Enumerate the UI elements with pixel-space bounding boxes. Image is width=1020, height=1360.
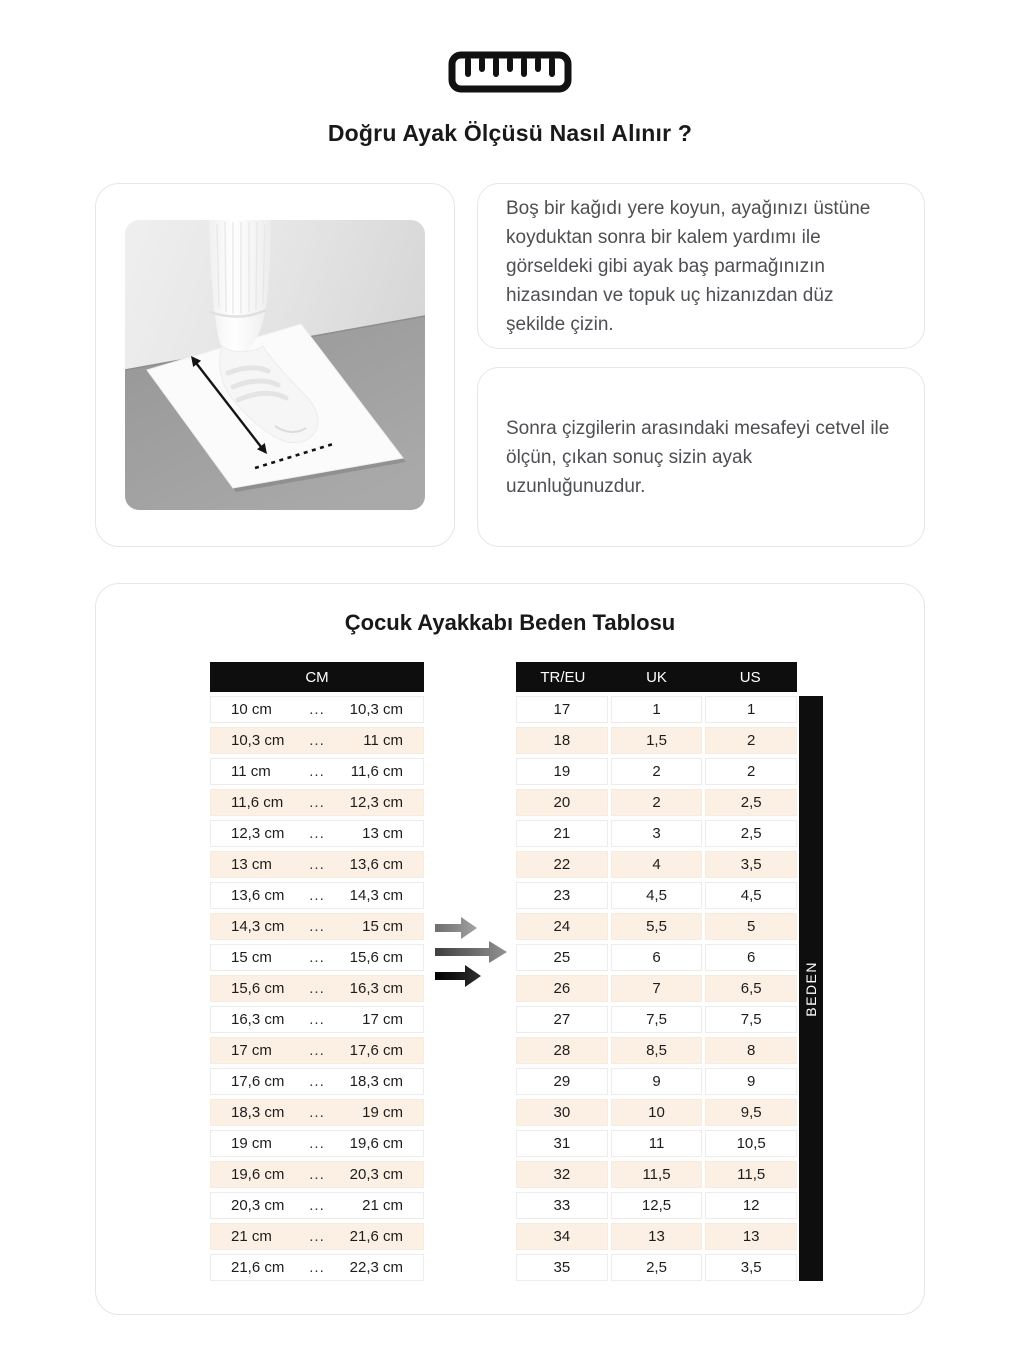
instruction-photo-card <box>95 183 455 547</box>
size-table-body <box>516 696 797 1281</box>
cm-range-start: 19,6 cm <box>231 1166 285 1183</box>
cm-range-end: 19 cm <box>362 1104 403 1121</box>
transfer-arrows-icon <box>433 916 507 988</box>
size-uk: 2 <box>611 789 703 816</box>
size-us: 2,5 <box>705 789 797 816</box>
size-table-row <box>516 1254 797 1281</box>
range-dots-label: ... <box>309 1042 325 1059</box>
range-dots-label: ... <box>309 887 325 904</box>
size-table-card <box>95 583 925 1315</box>
cm-range-start: 14,3 cm <box>231 918 285 935</box>
size-uk: 9 <box>611 1068 703 1095</box>
cm-range-start: 17 cm <box>231 1042 272 1059</box>
range-dots-label: ... <box>309 763 325 780</box>
cm-table-row <box>210 1068 424 1095</box>
size-uk: 10 <box>611 1099 703 1126</box>
size-uk: 4,5 <box>611 882 703 909</box>
size-us: 8 <box>705 1037 797 1064</box>
size-us: 6 <box>705 944 797 971</box>
cm-table-row <box>210 696 424 723</box>
size-tr-eu: 18 <box>516 727 608 754</box>
range-dots-label: ... <box>309 701 325 718</box>
cm-range-start: 15 cm <box>231 949 272 966</box>
cm-range-start: 20,3 cm <box>231 1197 285 1214</box>
instruction-text-draw: Boş bir kağıdı yere koyun, ayağınızı üstüne koyduktan sonra bir kalem yardımı ile görseldeki gibi ayak baş parmağınızın hizasından ve topuk uç hizanızdan düz şekilde çizin. <box>506 197 871 335</box>
measure-instructions-section <box>95 183 925 547</box>
size-us: 4,5 <box>705 882 797 909</box>
cm-table-body <box>210 696 424 1281</box>
size-uk: 7,5 <box>611 1006 703 1033</box>
size-table-row <box>516 1161 797 1188</box>
range-dots-label: ... <box>309 1104 325 1121</box>
size-tr-eu: 28 <box>516 1037 608 1064</box>
size-table-row <box>516 1223 797 1250</box>
size-tr-eu: 20 <box>516 789 608 816</box>
range-dots-label: ... <box>309 856 325 873</box>
instruction-card-draw <box>477 183 925 349</box>
cm-range-start: 13,6 cm <box>231 887 285 904</box>
cm-table-row <box>210 1192 424 1219</box>
cm-range-end: 15 cm <box>362 918 403 935</box>
size-us: 12 <box>705 1192 797 1219</box>
cm-table-row <box>210 882 424 909</box>
size-uk: 6 <box>611 944 703 971</box>
cm-table-row <box>210 944 424 971</box>
international-size-table <box>516 662 797 1285</box>
cm-range-end: 11 cm <box>363 732 403 749</box>
size-uk: 11,5 <box>611 1161 703 1188</box>
cm-range-end: 13,6 cm <box>349 856 403 873</box>
size-us: 3,5 <box>705 1254 797 1281</box>
cm-range-start: 19 cm <box>231 1135 272 1152</box>
size-uk: 1 <box>611 696 703 723</box>
cm-range-end: 12,3 cm <box>349 794 403 811</box>
size-table-row <box>516 1037 797 1064</box>
ruler-icon <box>447 50 573 94</box>
cm-range-start: 10,3 cm <box>231 732 285 749</box>
range-dots-label: ... <box>309 1197 325 1214</box>
size-table-row <box>516 913 797 940</box>
size-tr-eu: 29 <box>516 1068 608 1095</box>
cm-table-row <box>210 975 424 1002</box>
size-us: 2,5 <box>705 820 797 847</box>
cm-range-start: 12,3 cm <box>231 825 285 842</box>
cm-table-row <box>210 913 424 940</box>
size-us: 10,5 <box>705 1130 797 1157</box>
range-dots-label: ... <box>309 1073 325 1090</box>
size-us: 5 <box>705 913 797 940</box>
range-dots-label: ... <box>309 1166 325 1183</box>
cm-range-start: 21 cm <box>231 1228 272 1245</box>
size-tr-eu: 23 <box>516 882 608 909</box>
size-table-row <box>516 882 797 909</box>
header-uk: UK <box>646 668 667 686</box>
range-dots-label: ... <box>309 980 325 997</box>
cm-table-row <box>210 851 424 878</box>
page-title: Doğru Ayak Ölçüsü Nasıl Alınır ? <box>327 120 693 146</box>
cm-table-row <box>210 820 424 847</box>
size-uk: 8,5 <box>611 1037 703 1064</box>
size-tr-eu: 34 <box>516 1223 608 1250</box>
size-table-row <box>516 944 797 971</box>
size-tr-eu: 19 <box>516 758 608 785</box>
cm-range-end: 20,3 cm <box>349 1166 403 1183</box>
size-uk: 1,5 <box>611 727 703 754</box>
size-table-row <box>516 1099 797 1126</box>
cm-table-row <box>210 1161 424 1188</box>
size-table-row <box>516 975 797 1002</box>
size-tr-eu: 22 <box>516 851 608 878</box>
range-dots-label: ... <box>309 825 325 842</box>
cm-table-row <box>210 727 424 754</box>
cm-range-end: 17,6 cm <box>349 1042 403 1059</box>
size-tr-eu: 30 <box>516 1099 608 1126</box>
page-header <box>0 0 1020 147</box>
cm-range-start: 21,6 cm <box>231 1259 285 1276</box>
cm-range-end: 18,3 cm <box>349 1073 403 1090</box>
cm-range-end: 21,6 cm <box>349 1228 403 1245</box>
instruction-cards <box>477 183 925 547</box>
size-us: 9 <box>705 1068 797 1095</box>
cm-range-end: 19,6 cm <box>349 1135 403 1152</box>
cm-range-end: 14,3 cm <box>349 887 403 904</box>
beden-label: BEDEN <box>803 960 819 1017</box>
cm-table-row <box>210 1006 424 1033</box>
size-tr-eu: 27 <box>516 1006 608 1033</box>
size-table-title: Çocuk Ayakkabı Beden Tablosu <box>344 610 676 635</box>
foot-measurement-photo <box>125 220 425 510</box>
size-tr-eu: 31 <box>516 1130 608 1157</box>
cm-range-end: 22,3 cm <box>349 1259 403 1276</box>
beden-side-bar <box>799 696 823 1281</box>
size-tr-eu: 17 <box>516 696 608 723</box>
size-uk: 7 <box>611 975 703 1002</box>
size-uk: 13 <box>611 1223 703 1250</box>
cm-range-start: 11 cm <box>231 763 271 780</box>
size-tr-eu: 25 <box>516 944 608 971</box>
size-us: 3,5 <box>705 851 797 878</box>
size-us: 1 <box>705 696 797 723</box>
size-us: 7,5 <box>705 1006 797 1033</box>
range-dots-label: ... <box>309 918 325 935</box>
cm-table-row <box>210 1037 424 1064</box>
size-table-row <box>516 727 797 754</box>
size-tr-eu: 33 <box>516 1192 608 1219</box>
size-us: 11,5 <box>705 1161 797 1188</box>
size-uk: 12,5 <box>611 1192 703 1219</box>
range-dots-label: ... <box>309 1259 325 1276</box>
size-table-row <box>516 789 797 816</box>
header-us: US <box>739 668 761 686</box>
range-dots-label: ... <box>309 794 325 811</box>
cm-table-row <box>210 1254 424 1281</box>
transfer-arrows <box>424 662 516 1285</box>
size-table-row <box>516 1068 797 1095</box>
range-dots-label: ... <box>309 949 325 966</box>
cm-range-start: 18,3 cm <box>231 1104 285 1121</box>
cm-range-end: 10,3 cm <box>349 701 403 718</box>
cm-range-start: 11,6 cm <box>231 794 284 811</box>
size-tr-eu: 35 <box>516 1254 608 1281</box>
cm-table-header: CM <box>210 662 424 692</box>
size-us: 2 <box>705 758 797 785</box>
size-uk: 2 <box>611 758 703 785</box>
size-table-header <box>516 662 797 692</box>
cm-table <box>210 662 424 1285</box>
size-table-row <box>516 1192 797 1219</box>
cm-range-start: 10 cm <box>231 701 272 718</box>
cm-range-start: 16,3 cm <box>231 1011 285 1028</box>
instruction-card-measure <box>477 367 925 547</box>
size-uk: 3 <box>611 820 703 847</box>
range-dots-label: ... <box>309 1011 325 1028</box>
cm-range-start: 15,6 cm <box>231 980 285 997</box>
size-uk: 4 <box>611 851 703 878</box>
header-tr-eu: TR/EU <box>540 668 586 686</box>
size-us: 6,5 <box>705 975 797 1002</box>
size-table-row <box>516 758 797 785</box>
cm-range-end: 15,6 cm <box>349 949 403 966</box>
cm-range-end: 13 cm <box>362 825 403 842</box>
size-tr-eu: 32 <box>516 1161 608 1188</box>
range-dots-label: ... <box>309 1228 325 1245</box>
size-tr-eu: 21 <box>516 820 608 847</box>
size-tables-row <box>210 662 924 1285</box>
size-table-row <box>516 851 797 878</box>
size-table-row <box>516 1130 797 1157</box>
cm-range-end: 17 cm <box>362 1011 403 1028</box>
cm-table-row <box>210 1130 424 1157</box>
range-dots-label: ... <box>309 732 325 749</box>
range-dots-label: ... <box>309 1135 325 1152</box>
cm-table-row <box>210 1099 424 1126</box>
cm-range-end: 11,6 cm <box>350 763 403 780</box>
size-uk: 11 <box>611 1130 703 1157</box>
size-table-row <box>516 1006 797 1033</box>
cm-table-row <box>210 1223 424 1250</box>
size-us: 13 <box>705 1223 797 1250</box>
cm-table-row <box>210 758 424 785</box>
cm-range-end: 16,3 cm <box>349 980 403 997</box>
instruction-text-measure: Sonra çizgilerin arasındaki mesafeyi cetvel ile ölçün, çıkan sonuç sizin ayak uzunluğunuzdur. <box>506 417 890 497</box>
cm-range-end: 21 cm <box>362 1197 403 1214</box>
size-tr-eu: 24 <box>516 913 608 940</box>
cm-table-row <box>210 789 424 816</box>
size-us: 2 <box>705 727 797 754</box>
size-us: 9,5 <box>705 1099 797 1126</box>
cm-range-start: 17,6 cm <box>231 1073 285 1090</box>
size-table-row <box>516 696 797 723</box>
size-uk: 2,5 <box>611 1254 703 1281</box>
size-tr-eu: 26 <box>516 975 608 1002</box>
cm-range-start: 13 cm <box>231 856 272 873</box>
size-table-row <box>516 820 797 847</box>
size-uk: 5,5 <box>611 913 703 940</box>
